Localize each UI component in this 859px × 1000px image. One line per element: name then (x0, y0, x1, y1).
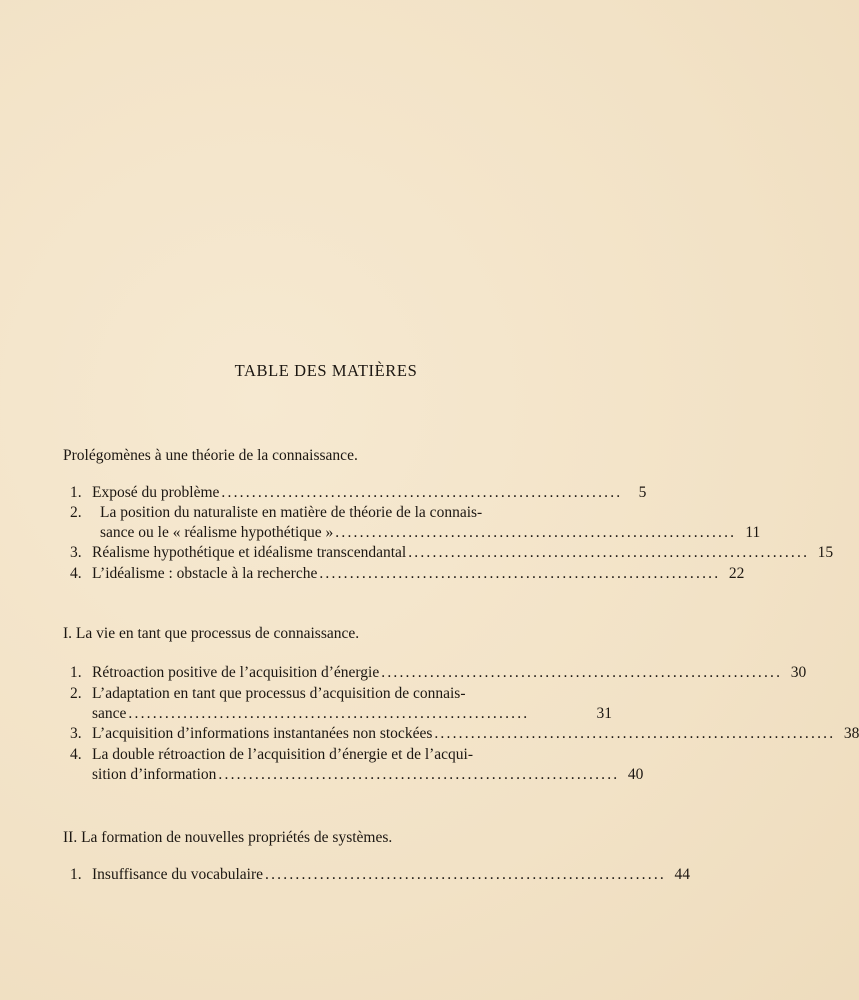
entry-title-continuation: sance (92, 705, 127, 722)
entry-title: La double rétroaction de l’acquisition d’énergie et de l’acqui- (92, 746, 474, 763)
toc-entry[interactable] (70, 564, 745, 584)
page-number: 44 (674, 866, 690, 883)
entry-number: 3. (70, 725, 82, 742)
page-number: 22 (728, 565, 745, 582)
page-title: TABLE DES MATIÈRES (234, 361, 418, 380)
page-number: 40 (627, 766, 644, 783)
leader-dots: .................................................................. (218, 766, 620, 783)
leader-dots: .................................................................. (381, 664, 783, 681)
entry-title: La position du naturaliste en matière de théorie de la connais- (100, 504, 483, 521)
leader-dots: .................................................................. (408, 544, 810, 561)
toc-entry[interactable] (70, 663, 807, 683)
entry-title: Exposé du problème (92, 484, 220, 501)
section-heading-1: I. La vie en tant que processus de connaissance. (63, 625, 360, 642)
entry-number: 1. (70, 484, 82, 501)
toc-entry[interactable] (70, 745, 644, 785)
entry-number: 4. (70, 565, 82, 582)
leader-dots: .................................................................. (335, 524, 737, 541)
page-number: 31 (596, 705, 612, 722)
toc-entry[interactable] (70, 724, 859, 744)
leader-dots: .................................................................. (434, 725, 836, 742)
entry-number: 4. (70, 746, 82, 763)
entry-title: Réalisme hypothétique et idéalisme transcendantal (92, 544, 407, 561)
entry-number: 2. (70, 685, 82, 702)
leader-dots: .................................................................. (221, 484, 623, 501)
section-heading-2: II. La formation de nouvelles propriétés de systèmes. (63, 829, 393, 846)
entry-title: L’idéalisme : obstacle à la recherche (92, 565, 318, 582)
toc-entry[interactable] (70, 483, 647, 503)
entry-number: 3. (70, 544, 82, 561)
entry-title-continuation: sance ou le « réalisme hypothétique » (100, 524, 334, 541)
entry-number: 1. (70, 664, 82, 681)
page-number: 5 (638, 484, 647, 501)
section-heading-prolegomenes: Prolégomènes à une théorie de la connaissance. (63, 447, 358, 464)
leader-dots: .................................................................. (128, 705, 530, 722)
page-number: 30 (790, 664, 807, 681)
toc-entry[interactable] (70, 684, 612, 724)
entry-number: 1. (70, 866, 82, 883)
entry-title: Rétroaction positive de l’acquisition d’énergie (92, 664, 380, 681)
entry-title-continuation: sition d’information (92, 766, 217, 783)
entry-title: L’adaptation en tant que processus d’acquisition de connais- (92, 685, 466, 702)
page-number: 15 (817, 544, 834, 561)
leader-dots: .................................................................. (265, 866, 666, 883)
entry-title: Insuffisance du vocabulaire (92, 866, 264, 883)
entry-number: 2. (70, 504, 82, 521)
page-number: 11 (745, 524, 761, 541)
toc-entry[interactable] (70, 503, 761, 543)
toc-entry[interactable] (70, 865, 690, 885)
leader-dots: .................................................................. (319, 565, 721, 582)
entry-title: L’acquisition d’informations instantanées non stockées (92, 725, 433, 742)
page-number: 38 (843, 725, 859, 742)
toc-entry[interactable] (70, 543, 834, 563)
